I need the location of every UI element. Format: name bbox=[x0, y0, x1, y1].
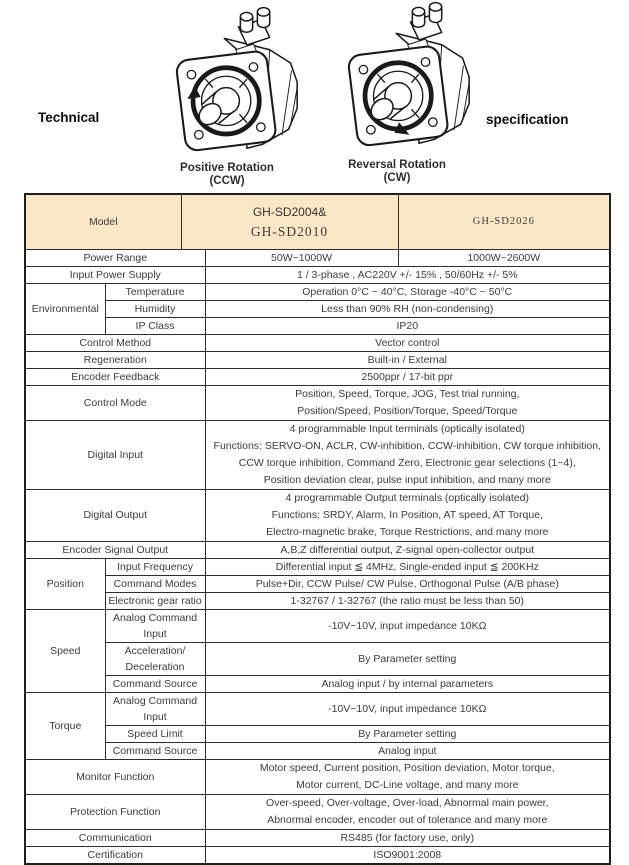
table-row-communication bbox=[25, 829, 610, 846]
model-header-cell: Model bbox=[25, 194, 181, 249]
torque-analog-label: Analog Command Input bbox=[105, 692, 205, 725]
torque-speed-limit-label: Speed Limit bbox=[105, 725, 205, 742]
temperature-label: Temperature bbox=[105, 283, 205, 300]
protection-function-line2: Abnormal encoder, encoder out of tolerance and many more bbox=[267, 813, 548, 826]
digital-input-line4: Position deviation clear, pulse input inhibition, and many more bbox=[263, 473, 551, 486]
protection-function-label: Protection Function bbox=[25, 794, 205, 829]
control-mode-label: Control Mode bbox=[25, 385, 205, 420]
spec-table bbox=[24, 193, 611, 865]
table-row-encoder-feedback bbox=[25, 368, 610, 385]
humidity-label: Humidity bbox=[105, 300, 205, 317]
digital-input-label: Digital Input bbox=[25, 420, 205, 489]
motor-ccw-illustration bbox=[158, 6, 300, 156]
monitor-function-value bbox=[205, 759, 610, 794]
control-method-label: Control Method bbox=[25, 334, 205, 351]
control-mode-line2: Position/Speed, Position/Torque, Speed/Torque bbox=[297, 404, 518, 417]
table-row-power-range bbox=[25, 249, 610, 266]
protection-function-line1: Over-speed, Over-voltage, Over-load, Abnormal main power, bbox=[266, 796, 549, 809]
model-col1-line2: GH-SD2010 bbox=[250, 223, 329, 239]
table-row-control-method bbox=[25, 334, 610, 351]
ip-class-label: IP Class bbox=[105, 317, 205, 334]
command-modes-value: Pulse+Dir, CCW Pulse/ CW Pulse, Orthogonal Pulse (A/B phase) bbox=[205, 575, 610, 592]
position-group-label: Position bbox=[25, 558, 105, 609]
monitor-function-label: Monitor Function bbox=[25, 759, 205, 794]
torque-group-label: Torque bbox=[25, 692, 105, 759]
command-modes-label: Command Modes bbox=[105, 575, 205, 592]
input-power-label: Input Power Supply bbox=[25, 266, 205, 283]
table-row-speed-analog bbox=[25, 609, 610, 642]
digital-output-label: Digital Output bbox=[25, 489, 205, 541]
ip-class-value: IP20 bbox=[205, 317, 610, 334]
table-row-speed-accel bbox=[25, 642, 610, 675]
power-range-col1: 50W~1000W bbox=[205, 249, 398, 266]
speed-source-value: Analog input / by internal parameters bbox=[205, 675, 610, 692]
communication-label: Communication bbox=[25, 829, 205, 846]
gear-ratio-label: Electronic gear ratio bbox=[105, 592, 205, 609]
table-row-model bbox=[25, 194, 610, 249]
caption-reversal-rotation bbox=[322, 159, 472, 185]
input-frequency-value: Differential input ≦ 4MHz, Single-ended input ≦ 200KHz bbox=[205, 558, 610, 575]
speed-group-label: Speed bbox=[25, 609, 105, 692]
monitor-function-line1: Motor speed, Current position, Position deviation, Motor torque, bbox=[259, 761, 555, 774]
model-col2-cell: GH-SD2026 bbox=[398, 194, 610, 249]
speed-analog-value: -10V~10V, input impedance 10KΩ bbox=[205, 609, 610, 642]
speed-accel-value: By Parameter setting bbox=[205, 642, 610, 675]
table-row-env-temperature bbox=[25, 283, 610, 300]
table-row-env-ip-class bbox=[25, 317, 610, 334]
torque-speed-limit-value: By Parameter setting bbox=[205, 725, 610, 742]
caption-positive-rotation-line2: (CCW) bbox=[209, 175, 245, 187]
table-row-certification bbox=[25, 846, 610, 864]
digital-input-line3: CCW torque inhibition, Command Zero, Electronic gear selections (1~4), bbox=[238, 456, 576, 469]
encoder-feedback-value: 2500ppr / 17-bit ppr bbox=[205, 368, 610, 385]
speed-analog-label: Analog Command Input bbox=[105, 609, 205, 642]
input-power-value: 1 / 3-phase , AC220V +/- 15% , 50/60Hz +/- 5% bbox=[205, 266, 610, 283]
control-method-value: Vector control bbox=[205, 334, 610, 351]
regeneration-value: Built-in / External bbox=[205, 351, 610, 368]
torque-source-label: Command Source bbox=[105, 742, 205, 759]
table-row-torque-source bbox=[25, 742, 610, 759]
gear-ratio-value: 1-32767 / 1-32767 (the ratio must be less than 50) bbox=[205, 592, 610, 609]
control-mode-value bbox=[205, 385, 610, 420]
digital-input-line2: Functions: SERVO-ON, ACLR, CW-inhibition, CCW-inhibition, CW torque inhibition, bbox=[213, 439, 602, 452]
input-frequency-label: Input Frequency bbox=[105, 558, 205, 575]
page-title-specification: specification bbox=[486, 112, 569, 127]
protection-function-value bbox=[205, 794, 610, 829]
speed-accel-label: Acceleration/ Deceleration bbox=[105, 642, 205, 675]
table-row-speed-source bbox=[25, 675, 610, 692]
digital-output-line3: Electro-magnetic brake, Torque Restrictions, and many more bbox=[266, 525, 549, 538]
speed-source-label: Command Source bbox=[105, 675, 205, 692]
motor-cw-illustration bbox=[330, 1, 472, 151]
power-range-col2: 1000W~2600W bbox=[398, 249, 610, 266]
digital-output-line2: Functions: SRDY, Alarm, In Position, AT speed, AT Torque, bbox=[271, 508, 543, 521]
torque-analog-value: -10V~10V, input impedance 10KΩ bbox=[205, 692, 610, 725]
temperature-value: Operation 0°C ~ 40°C, Storage -40°C ~ 50°C bbox=[205, 283, 610, 300]
table-row-encoder-signal bbox=[25, 541, 610, 558]
table-row-monitor-function bbox=[25, 759, 610, 794]
table-row-position-input-frequency bbox=[25, 558, 610, 575]
certification-label: Certification bbox=[25, 846, 205, 864]
model-col1-line1: GH-SD2004& bbox=[252, 204, 327, 219]
encoder-feedback-label: Encoder Feedback bbox=[25, 368, 205, 385]
monitor-function-line2: Motor current, DC-Line voltage, and many more bbox=[296, 778, 519, 791]
humidity-value: Less than 90% RH (non-condensing) bbox=[205, 300, 610, 317]
table-row-torque-analog bbox=[25, 692, 610, 725]
table-row-protection-function bbox=[25, 794, 610, 829]
table-row-position-gear-ratio bbox=[25, 592, 610, 609]
table-row-position-command-modes bbox=[25, 575, 610, 592]
caption-positive-rotation-line1: Positive Rotation bbox=[180, 162, 274, 174]
communication-value: RS485 (for factory use, only) bbox=[205, 829, 610, 846]
encoder-signal-label: Encoder Signal Output bbox=[25, 541, 205, 558]
table-row-control-mode bbox=[25, 385, 610, 420]
digital-input-line1: 4 programmable Input terminals (optically isolated) bbox=[289, 422, 525, 435]
table-row-torque-speed-limit bbox=[25, 725, 610, 742]
digital-input-value bbox=[205, 420, 610, 489]
model-col1-cell bbox=[181, 194, 398, 249]
digital-output-value bbox=[205, 489, 610, 541]
table-row-digital-output bbox=[25, 489, 610, 541]
torque-source-value: Analog input bbox=[205, 742, 610, 759]
table-row-regeneration bbox=[25, 351, 610, 368]
page-title-technical: Technical bbox=[38, 110, 100, 125]
power-range-label: Power Range bbox=[25, 249, 205, 266]
caption-reversal-rotation-line2: (CW) bbox=[383, 172, 411, 184]
regeneration-label: Regeneration bbox=[25, 351, 205, 368]
caption-positive-rotation bbox=[152, 162, 302, 188]
control-mode-line1: Position, Speed, Torque, JOG, Test trial running, bbox=[295, 387, 520, 400]
table-row-digital-input bbox=[25, 420, 610, 489]
encoder-signal-value: A,B,Z differential output, Z-signal open-collector output bbox=[205, 541, 610, 558]
certification-value: ISO9001:2008 bbox=[205, 846, 610, 864]
table-row-env-humidity bbox=[25, 300, 610, 317]
digital-output-line1: 4 programmable Output terminals (optically isolated) bbox=[285, 491, 529, 504]
environmental-group-label: Environmental bbox=[25, 283, 105, 334]
caption-reversal-rotation-line1: Reversal Rotation bbox=[348, 159, 446, 171]
table-row-input-power bbox=[25, 266, 610, 283]
